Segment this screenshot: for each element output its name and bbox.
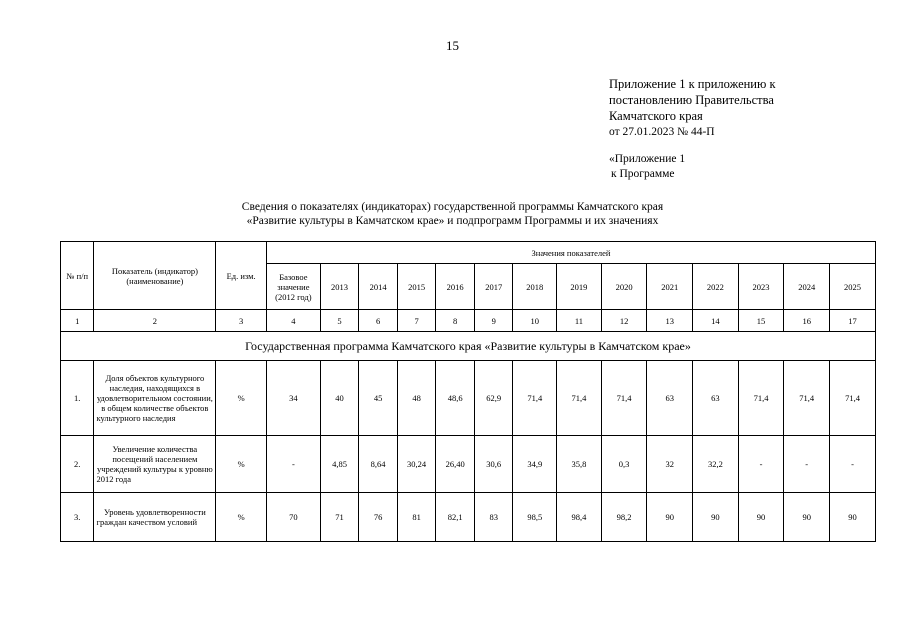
header-num: № п/п — [61, 242, 94, 310]
row-value: 48,6 — [436, 361, 475, 436]
section-title: Государственная программа Камчатского края «Развитие культуры в Камчатском крае» — [61, 332, 876, 361]
header-indicator-name: Показатель (индикатор) (наименование) — [94, 242, 216, 310]
row-value: 82,1 — [436, 493, 475, 542]
row-value: 90 — [693, 493, 739, 542]
row-value: 71,4 — [513, 361, 557, 436]
row-num: 1. — [61, 361, 94, 436]
column-number-row — [61, 310, 876, 332]
appendix-program-block — [609, 152, 809, 182]
document-title-line-1: Сведения о показателях (индикаторах) государственной программы Камчатского края — [241, 201, 664, 213]
header-year: 2019 — [557, 264, 602, 310]
column-number: 1 — [61, 310, 94, 332]
column-number: 14 — [693, 310, 739, 332]
row-value: 35,8 — [557, 436, 602, 493]
header-year: 2025 — [830, 264, 876, 310]
appendix-line-1: Приложение 1 к приложению к — [609, 77, 776, 91]
row-value: 70 — [266, 493, 320, 542]
row-value: 8,64 — [359, 436, 398, 493]
row-value: 90 — [830, 493, 876, 542]
row-unit: % — [216, 493, 267, 542]
column-number: 2 — [94, 310, 216, 332]
appendix-program-line-1: «Приложение 1 — [609, 153, 686, 165]
column-number: 15 — [738, 310, 784, 332]
indicators-table — [60, 241, 876, 542]
row-value: 71,4 — [557, 361, 602, 436]
row-value: 40 — [320, 361, 359, 436]
table-row — [61, 361, 876, 436]
row-value: 26,40 — [436, 436, 475, 493]
row-value: - — [784, 436, 830, 493]
table-row — [61, 436, 876, 493]
column-number: 16 — [784, 310, 830, 332]
row-value: 63 — [647, 361, 693, 436]
header-values: Значения показателей — [266, 242, 875, 264]
appendix-date: от 27.01.2023 № 44-П — [609, 126, 715, 138]
row-value: 76 — [359, 493, 398, 542]
header-unit: Ед. изм. — [216, 242, 267, 310]
table-row — [61, 493, 876, 542]
row-value: 63 — [693, 361, 739, 436]
header-year: 2021 — [647, 264, 693, 310]
row-value: 48 — [397, 361, 436, 436]
header-year: 2014 — [359, 264, 398, 310]
row-value: 81 — [397, 493, 436, 542]
row-value: 98,5 — [513, 493, 557, 542]
column-number: 12 — [601, 310, 647, 332]
row-value: 98,4 — [557, 493, 602, 542]
appendix-line-3: Камчатского края — [609, 109, 703, 123]
row-unit: % — [216, 436, 267, 493]
row-value: 32 — [647, 436, 693, 493]
column-number: 17 — [830, 310, 876, 332]
document-title-line-2: «Развитие культуры в Камчатском крае» и подпрограмм Программы и их значениях — [246, 215, 659, 227]
column-number: 9 — [474, 310, 513, 332]
row-value: 34,9 — [513, 436, 557, 493]
header-year: 2015 — [397, 264, 436, 310]
row-value: 34 — [266, 361, 320, 436]
section-row — [61, 332, 876, 361]
column-number: 4 — [266, 310, 320, 332]
row-value: 4,85 — [320, 436, 359, 493]
column-number: 5 — [320, 310, 359, 332]
appendix-program-line-2: к Программе — [611, 168, 675, 180]
appendix-line-2: постановлению Правительства — [609, 93, 774, 107]
header-year: 2022 — [693, 264, 739, 310]
header-year: 2024 — [784, 264, 830, 310]
column-number: 13 — [647, 310, 693, 332]
row-indicator-name: Уровень удовлетворенности граждан качеством условий — [94, 493, 216, 542]
row-value: 30,6 — [474, 436, 513, 493]
header-base-value: Базовое значение (2012 год) — [266, 264, 320, 310]
row-value: 71,4 — [784, 361, 830, 436]
row-value: 90 — [784, 493, 830, 542]
column-number: 11 — [557, 310, 602, 332]
row-value: - — [266, 436, 320, 493]
document-title — [0, 200, 905, 228]
row-indicator-name: Доля объектов культурного наследия, находящихся в удовлетворительном состоянии, в общем количестве объектов культурного наследия — [94, 361, 216, 436]
row-unit: % — [216, 361, 267, 436]
row-value: - — [830, 436, 876, 493]
row-value: 71,4 — [601, 361, 647, 436]
row-value: - — [738, 436, 784, 493]
header-year: 2023 — [738, 264, 784, 310]
row-value: 62,9 — [474, 361, 513, 436]
header-year: 2020 — [601, 264, 647, 310]
row-value: 30,24 — [397, 436, 436, 493]
row-value: 32,2 — [693, 436, 739, 493]
header-year: 2017 — [474, 264, 513, 310]
header-year: 2018 — [513, 264, 557, 310]
appendix-block — [609, 76, 859, 140]
row-num: 2. — [61, 436, 94, 493]
column-number: 6 — [359, 310, 398, 332]
column-number: 10 — [513, 310, 557, 332]
page-number: 15 — [446, 38, 459, 53]
row-value: 71,4 — [830, 361, 876, 436]
row-value: 71 — [320, 493, 359, 542]
header-year: 2016 — [436, 264, 475, 310]
row-value: 45 — [359, 361, 398, 436]
row-num: 3. — [61, 493, 94, 542]
row-value: 0,3 — [601, 436, 647, 493]
row-value: 71,4 — [738, 361, 784, 436]
row-value: 90 — [647, 493, 693, 542]
row-value: 83 — [474, 493, 513, 542]
row-value: 90 — [738, 493, 784, 542]
row-value: 98,2 — [601, 493, 647, 542]
column-number: 7 — [397, 310, 436, 332]
column-number: 3 — [216, 310, 267, 332]
column-number: 8 — [436, 310, 475, 332]
row-indicator-name: Увеличение количества посещений населением учреждений культуры к уровню 2012 года — [94, 436, 216, 493]
header-year: 2013 — [320, 264, 359, 310]
